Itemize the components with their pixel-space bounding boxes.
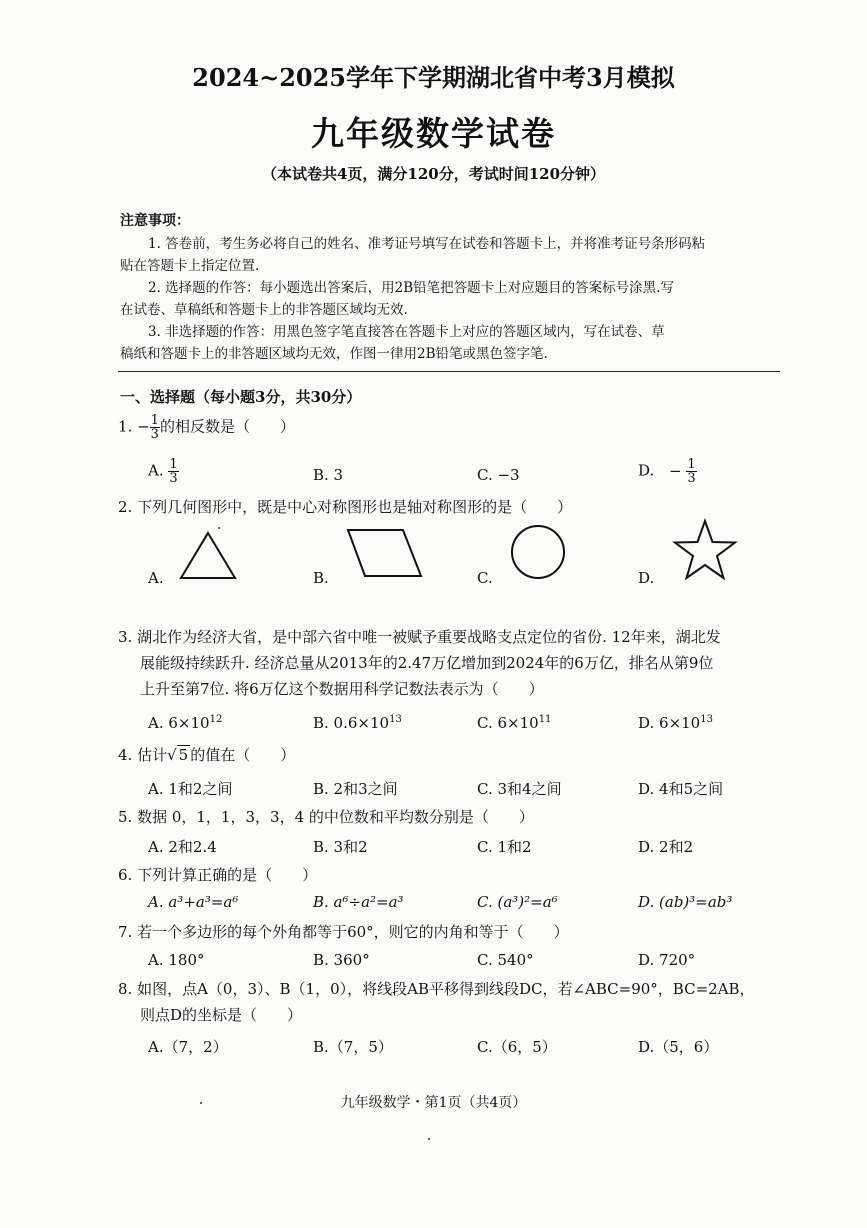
q1-option-d (638, 458, 697, 485)
print-speck (200, 1102, 202, 1104)
star-figure (671, 518, 739, 582)
q1-fraction (150, 414, 160, 441)
question-6-stem: 6. 下列计算正确的是（ ） (118, 866, 318, 884)
circle-figure (509, 523, 567, 581)
q3-c-base: C. 6×10 (477, 714, 539, 732)
notice-item1-line2: 贴在答题卡上指定位置. (120, 258, 260, 274)
q2-option-a-label: A. (148, 569, 164, 587)
q7-option-c: C. 540° (477, 951, 534, 969)
q3-a-exp: 12 (209, 714, 223, 725)
q1-a-den: 3 (169, 471, 178, 486)
q4-number: 4. 估计 (118, 746, 168, 764)
question-3-line2: 展能级持续跃升. 经济总量从2013年的2.47万亿增加到2024年的6万亿，排名从第9位 (140, 654, 714, 672)
question-3-line1: 3. 湖北作为经济大省，是中部六省中唯一被赋予重要战略支点定位的省份. 12年来，湖北发 (118, 628, 721, 646)
q3-option-a (148, 714, 222, 732)
notice-item2-line1: 2. 选择题的作答：每小题选出答案后，用2B铅笔把答题卡上对应题目的答案标号涂黑.写 (148, 280, 674, 296)
q1-stem-tail: 的相反数是（ ） (159, 417, 295, 436)
q8-option-a: A.（7，2） (148, 1038, 228, 1056)
q7-option-d: D. 720° (638, 951, 696, 969)
q1-option-b: B. 3 (313, 466, 344, 484)
q3-d-exp: 13 (700, 714, 713, 725)
q4-option-b: B. 2和3之间 (313, 780, 398, 798)
q1-d-fraction (686, 458, 696, 485)
q6-option-c: C. (a³)²=a⁶ (477, 893, 558, 911)
q5-option-d: D. 2和2 (638, 838, 694, 856)
q3-d-base: D. 6×10 (638, 714, 701, 732)
notice-item2-line2: 在试卷、草稿纸和答题卡上的非答题区域均无效. (120, 302, 408, 318)
exam-subtitle: （本试卷共4页，满分120分，考试时间120分钟） (261, 165, 606, 183)
parallelogram-figure (345, 528, 425, 580)
notice-item1-line1: 1. 答卷前，考生务必将自己的姓名、准考证号填写在试卷和答题卡上，并将准考证号条形码粘 (148, 236, 706, 252)
q2-option-c-label: C. (477, 569, 493, 587)
q1-frac-num: 1 (150, 413, 159, 428)
print-speck (428, 1138, 430, 1140)
q1-a-label: A. (148, 461, 164, 480)
sqrt-symbol: √ 5 (167, 746, 189, 764)
q3-b-exp: 13 (389, 714, 402, 725)
q8-option-c: C.（6，5） (477, 1038, 557, 1056)
exam-title-line1: 2024~2025学年下学期湖北省中考3月模拟 (192, 63, 675, 92)
notice-item3-line1: 3. 非选择题的作答：用黑色签字笔直接答在答题卡上对应的答题区域内，写在试卷、草 (148, 324, 665, 340)
question-8-line1: 8. 如图，点A（0，3）、B（1，0），将线段AB平移得到线段DC，若∠ABC=90°，BC=2AB， (118, 980, 755, 998)
print-speck (218, 527, 220, 529)
q5-option-a: A. 2和2.4 (148, 838, 217, 856)
q1-option-a (148, 458, 179, 485)
divider-line (118, 371, 780, 372)
question-7-stem: 7. 若一个多边形的每个外角都等于60°，则它的内角和等于（ ） (118, 923, 569, 941)
q6-option-a: A. a³+a³=a⁶ (148, 893, 239, 911)
q4-option-d: D. 4和5之间 (638, 780, 724, 798)
q1-frac-den: 3 (150, 427, 159, 442)
notice-heading: 注意事项： (120, 213, 190, 229)
q2-option-d-label: D. (638, 569, 655, 587)
exam-title-line2: 九年级数学试卷 (311, 114, 556, 153)
q3-option-d (638, 714, 713, 732)
q4-stem-tail: 的值在（ ） (190, 746, 296, 764)
q3-option-c (477, 714, 551, 732)
q3-a-base: A. 6×10 (148, 714, 210, 732)
q1-d-sign: − (669, 461, 682, 480)
q1-d-num: 1 (687, 457, 696, 472)
q8-option-b: B.（7，5） (313, 1038, 393, 1056)
triangle-figure (178, 530, 238, 582)
q8-option-d: D.（5，6） (638, 1038, 719, 1056)
q4-option-a: A. 1和2之间 (148, 780, 233, 798)
q4-option-c: C. 3和4之间 (477, 780, 562, 798)
q6-option-b: B. a⁶÷a²=a³ (313, 893, 404, 911)
question-3-line3: 上升至第7位. 将6万亿这个数据用科学记数法表示为（ ） (140, 680, 544, 698)
q1-number: 1. (118, 417, 133, 436)
page-footer: 九年级数学・第1页（共4页） (340, 1095, 527, 1111)
q1-a-num: 1 (169, 457, 178, 472)
q3-c-exp: 11 (538, 714, 552, 725)
q1-d-den: 3 (687, 471, 696, 486)
question-4-stem (118, 744, 295, 765)
section-heading: 一、选择题（每小题3分，共30分） (120, 388, 362, 406)
q7-option-b: B. 360° (313, 951, 370, 969)
question-2-stem: 2. 下列几何图形中，既是中心对称图形也是轴对称图形的是（ ） (118, 498, 573, 516)
question-1-stem (118, 414, 295, 441)
notice-item3-line2: 稿纸和答题卡上的非答题区域均无效，作图一律用2B铅笔或黑色签字笔. (120, 346, 548, 362)
question-5-stem: 5. 数据 0，1，1，3，3，4 的中位数和平均数分别是（ ） (118, 808, 534, 826)
q5-option-c: C. 1和2 (477, 838, 532, 856)
q3-b-base: B. 0.6×10 (313, 714, 390, 732)
q1-option-c: C. −3 (477, 466, 520, 484)
q7-option-a: A. 180° (148, 951, 205, 969)
q3-option-b (313, 714, 402, 732)
q1-sign: − (137, 417, 150, 436)
q4-radicand: 5 (178, 746, 189, 764)
q1-a-fraction (168, 458, 178, 485)
q1-d-label: D. (638, 461, 655, 480)
question-8-line2: 则点D的坐标是（ ） (140, 1006, 303, 1024)
q6-option-d: D. (ab)³=ab³ (638, 893, 733, 911)
q2-option-b-label: B. (313, 569, 329, 587)
q5-option-b: B. 3和2 (313, 838, 368, 856)
